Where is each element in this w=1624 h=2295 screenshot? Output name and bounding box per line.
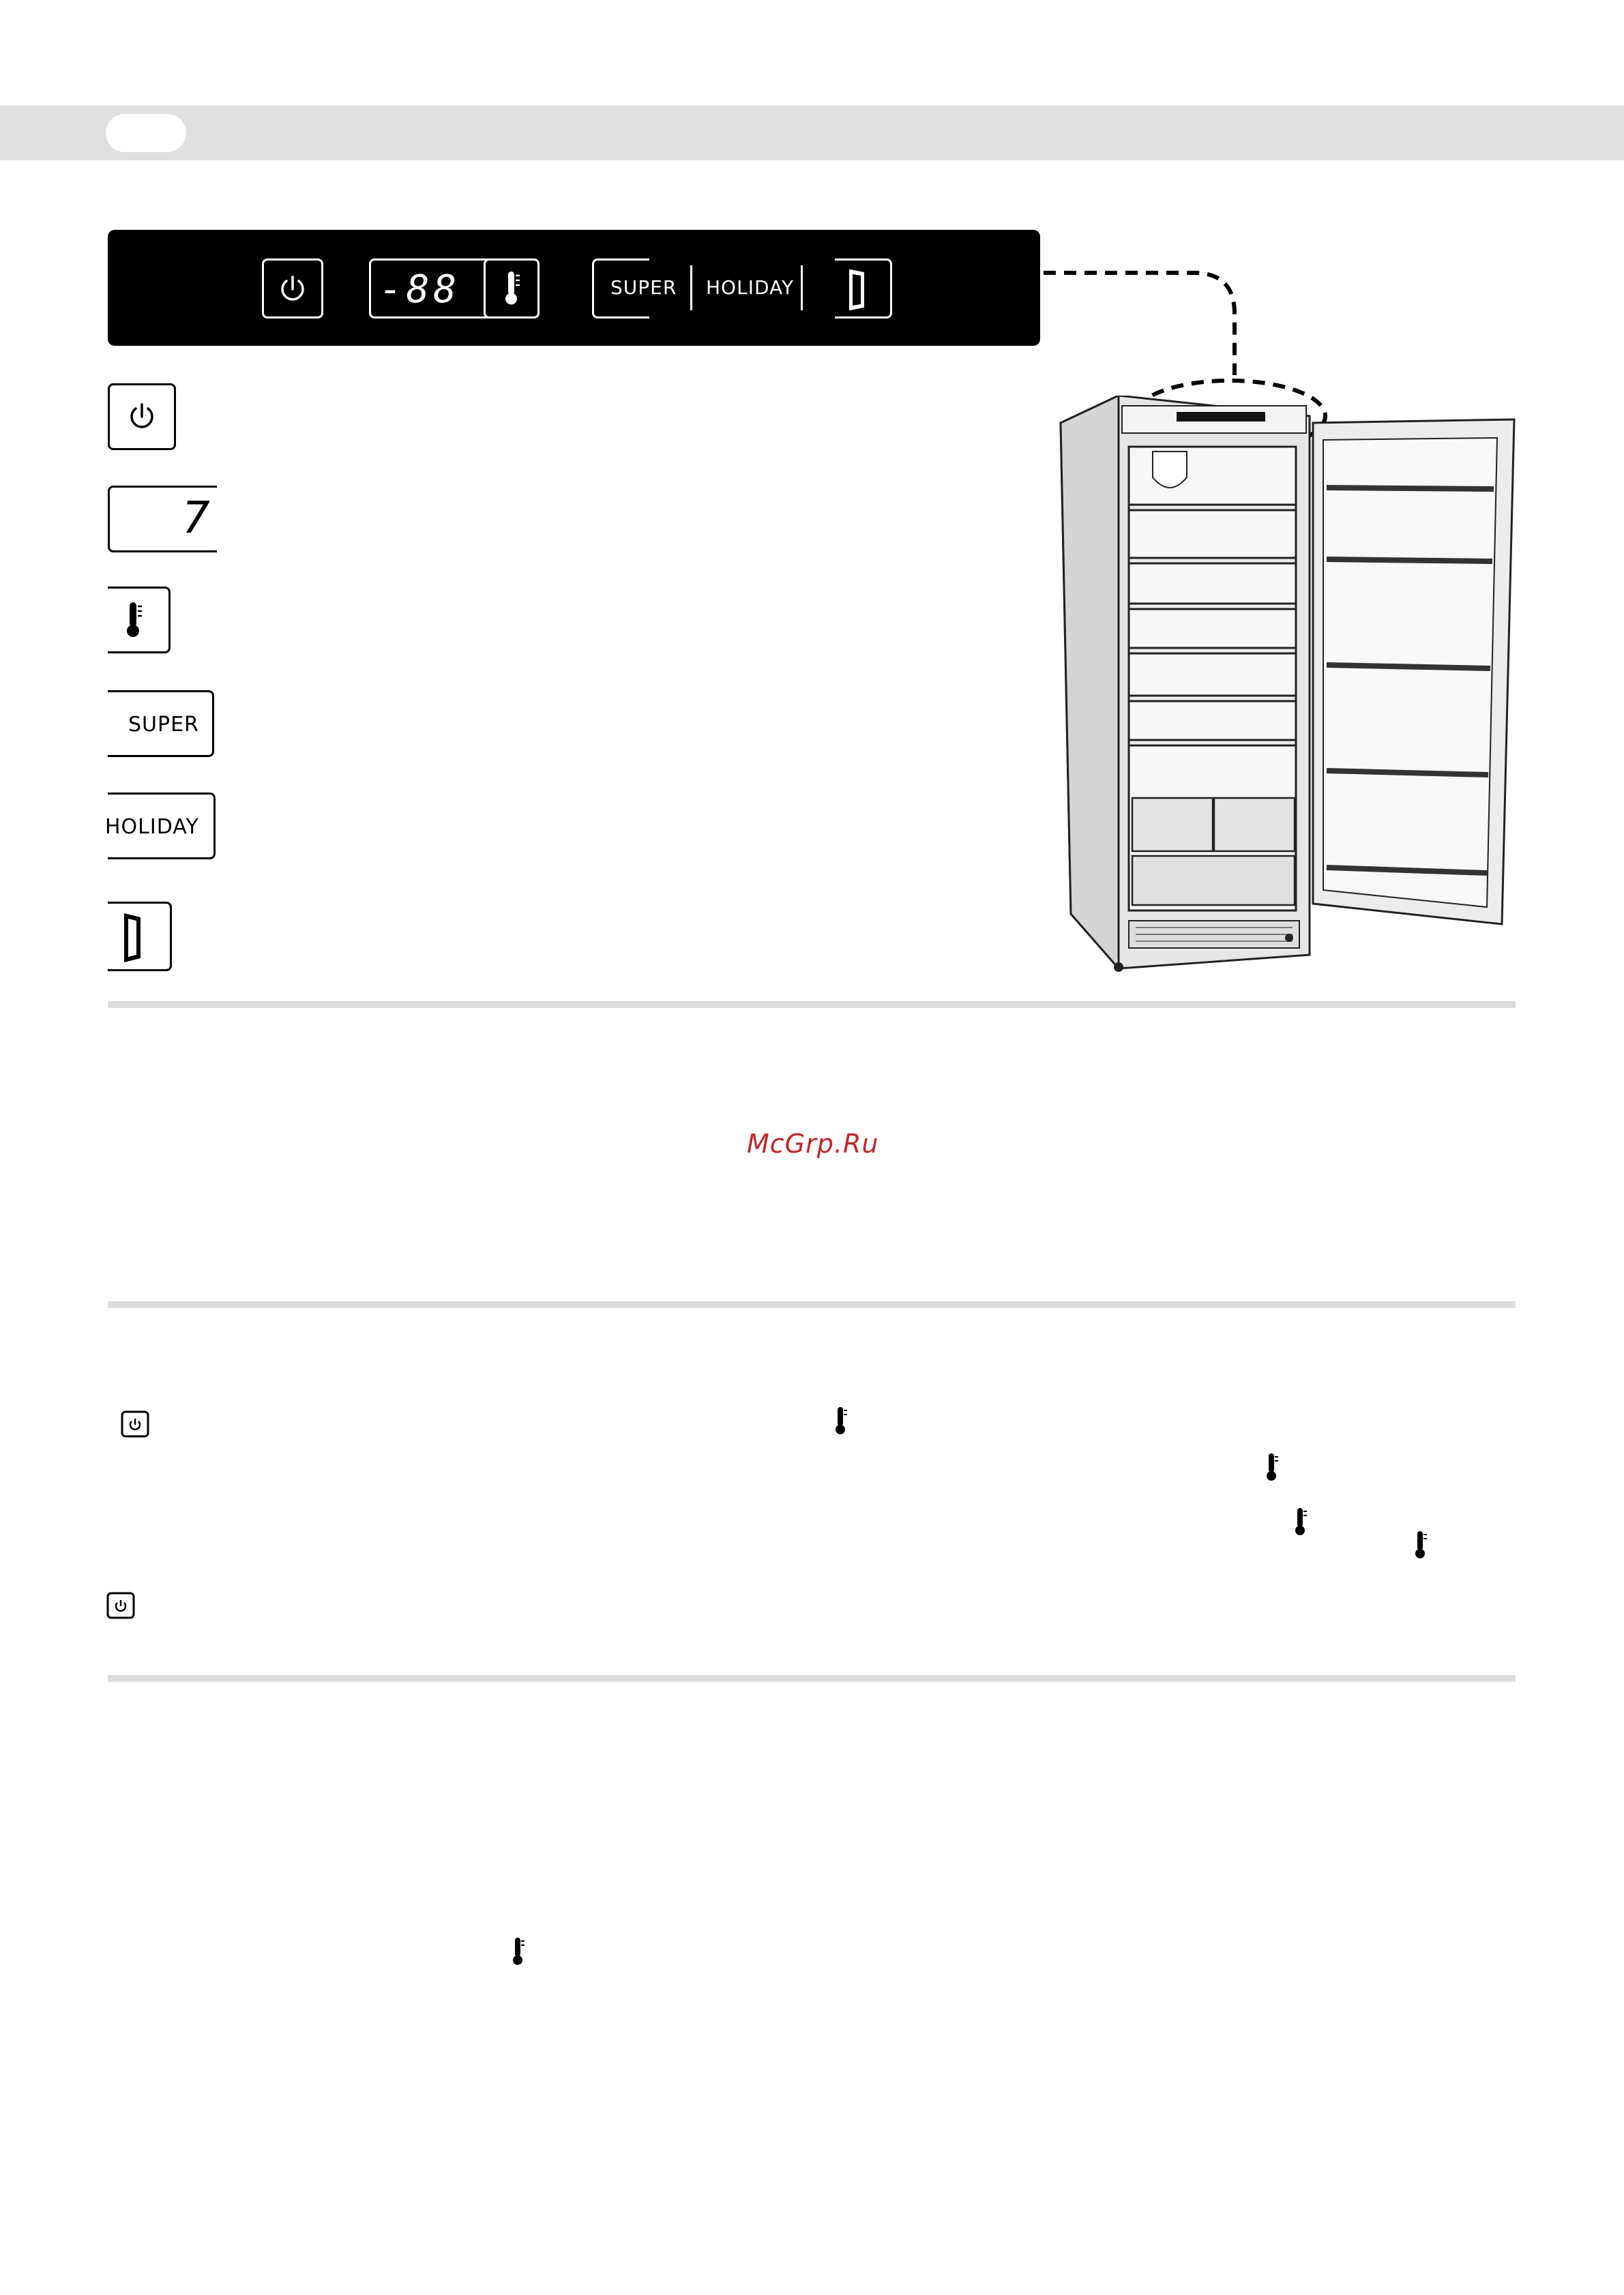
- thermometer-icon: [831, 1405, 851, 1436]
- thermometer-icon: [486, 261, 537, 316]
- thermometer-icon: [1411, 1529, 1431, 1560]
- legend-power-button: [108, 383, 176, 450]
- legend-door-button: [108, 902, 172, 971]
- legend-holiday-button: [105, 793, 216, 859]
- panel-power-button[interactable]: [262, 258, 323, 319]
- legend-holiday-label: HOLIDAY: [105, 815, 199, 839]
- legend-temperature-display: [108, 486, 217, 552]
- section-divider: [108, 1001, 1516, 1008]
- panel-separator: [690, 265, 692, 310]
- panel-separator: [801, 265, 803, 310]
- power-icon: [110, 385, 174, 448]
- control-panel: [108, 230, 1040, 346]
- door-icon: [108, 904, 171, 969]
- section-divider: [108, 1675, 1516, 1682]
- power-icon: [264, 261, 321, 316]
- door-icon: [835, 261, 889, 316]
- thermometer-icon: [108, 589, 169, 651]
- watermark: McGrp.Ru: [747, 1129, 879, 1159]
- thermometer-icon: [1290, 1506, 1311, 1537]
- legend-super-label: SUPER: [128, 713, 199, 737]
- panel-door-button[interactable]: [835, 258, 892, 319]
- section-number-pill: [106, 114, 186, 152]
- legend-display-value: 7: [182, 493, 211, 544]
- thermometer-icon: [508, 1936, 529, 1967]
- fridge-illustration: [1057, 396, 1521, 975]
- panel-holiday-label[interactable]: HOLIDAY: [706, 276, 795, 299]
- panel-super-label: SUPER: [610, 276, 677, 299]
- panel-display-value: -88: [379, 267, 461, 312]
- thermometer-icon: [1262, 1451, 1282, 1483]
- legend-temperature-button: [108, 587, 171, 653]
- header-band: [0, 106, 1624, 160]
- section-divider: [108, 1301, 1516, 1308]
- power-icon: [106, 1592, 135, 1619]
- panel-temperature-button[interactable]: [484, 258, 540, 319]
- legend-super-button: [108, 690, 214, 757]
- power-icon: [121, 1410, 149, 1438]
